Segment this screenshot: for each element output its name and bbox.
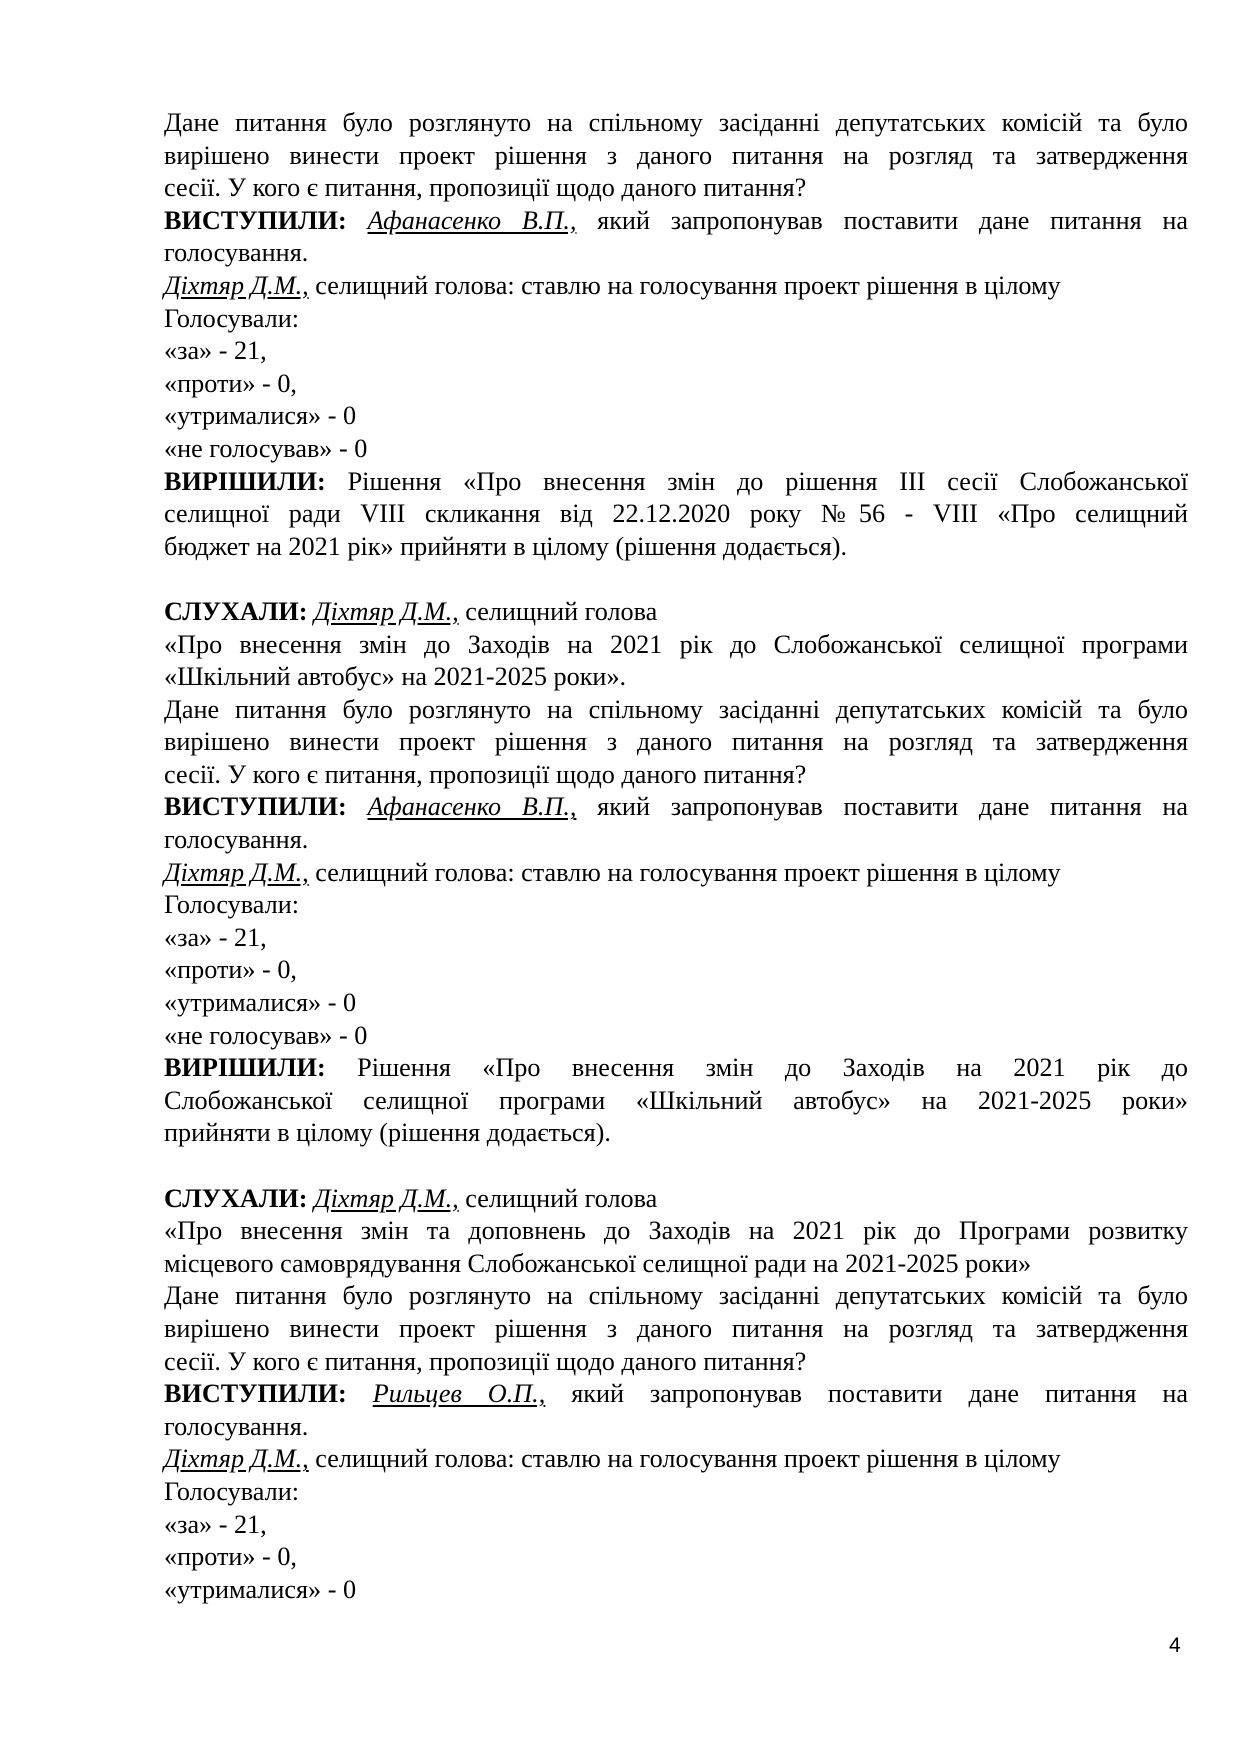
decision-line-1 (164, 1052, 1188, 1085)
discussion-line-2: вирішено винести проект рішення з даного питання на розгляд та затвердження (164, 140, 1188, 170)
heard-line (164, 596, 1188, 629)
decision-line-2: селищної ради VIII скликання від 22.12.2020 року №56 - VIII «Про селищний (164, 499, 1188, 529)
vote-against: «проти» - 0, (164, 368, 297, 398)
head-title: селищний голова (458, 596, 658, 626)
decision-line-2: Слобожанської селищної програми «Шкільний автобус» на 2021-2025 роки» (164, 1085, 1188, 1115)
head-name: Діхтяр Д.М., (164, 857, 309, 887)
discussion-line-1: Дане питання було розглянуто на спільному засіданні депутатських комісій та було (164, 108, 1188, 137)
decision-line-3: прийняти в цілому (рішення додається). (164, 1118, 611, 1148)
decision-text-1: Рішення «Про внесення змін до рішення ІІІ сесії Слобожанської (325, 466, 1188, 496)
head-vote-text: селищний голова: ставлю на голосування проект рішення в цілому (308, 270, 1061, 300)
head-name: Діхтяр Д.М., (313, 596, 459, 626)
decided-label: ВИРІШИЛИ: (164, 466, 326, 496)
title-line-2: «Шкільний автобус» на 2021-2025 роки». (164, 662, 627, 692)
title-line-1: «Про внесення змін до Заходів на 2021 рік до Слобожанської селищної програми (164, 629, 1188, 659)
vote-not-voted: «не голосував» - 0 (164, 433, 368, 463)
voted-label: Голосували: (164, 303, 300, 333)
discussion-line-2: вирішено винести проект рішення з даного питання на розгляд та затвердження (164, 1313, 1188, 1343)
spoke-label: ВИСТУПИЛИ: (164, 792, 347, 822)
voted-label: Голосували: (164, 1476, 300, 1506)
head-name: Діхтяр Д.М., (164, 270, 309, 300)
speaker-proposal: який запропонував поставити дане питання на (576, 792, 1188, 822)
head-name: Діхтяр Д.М., (164, 1444, 309, 1474)
decision-line-1 (164, 466, 1188, 499)
spoke-line-2: голосування. (164, 238, 309, 268)
spoke-label: ВИСТУПИЛИ: (164, 205, 347, 235)
head-title: селищний голова (458, 1183, 658, 1213)
heard-label: СЛУХАЛИ: (164, 596, 308, 626)
discussion-line-1: Дане питання було розглянуто на спільному засіданні депутатських комісій та було (164, 694, 1188, 724)
speaker-name: Афанасенко В.П., (367, 792, 577, 822)
spoke-line-2: голосування. (164, 1411, 309, 1441)
decision-text-1: Рішення «Про внесення змін до Заходів на 2021 рік до (325, 1053, 1188, 1083)
speaker-name: Афанасенко В.П., (367, 205, 577, 235)
head-vote-line (164, 1443, 1188, 1476)
section-budget-amendment (164, 107, 1188, 563)
vote-abstained: «утрималися» - 0 (164, 1574, 357, 1604)
head-vote-line (164, 270, 1188, 303)
head-name: Діхтяр Д.М., (313, 1183, 459, 1213)
vote-for: «за» - 21, (164, 922, 267, 952)
spoke-line (164, 205, 1188, 238)
vote-for: «за» - 21, (164, 336, 267, 366)
speaker-proposal: який запропонував поставити дане питання на (576, 205, 1188, 235)
decided-label: ВИРІШИЛИ: (164, 1053, 326, 1083)
page-number: 4 (1169, 1634, 1181, 1657)
head-vote-text: селищний голова: ставлю на голосування проект рішення в цілому (308, 1444, 1061, 1474)
speaker-name: Рильцев О.П., (372, 1379, 546, 1409)
speaker-proposal: який запропонував поставити дане питання на (545, 1379, 1189, 1409)
heard-label: СЛУХАЛИ: (164, 1183, 308, 1213)
title-line-1: «Про внесення змін та доповнень до Заходів на 2021 рік до Програми розвитку (164, 1216, 1188, 1246)
head-vote-text: селищний голова: ставлю на голосування проект рішення в цілому (308, 857, 1061, 887)
section-school-bus (164, 596, 1188, 1150)
discussion-line-1: Дане питання було розглянуто на спільному засіданні депутатських комісій та було (164, 1281, 1188, 1311)
discussion-line-3: сесії. У кого є питання, пропозиції щодо даного питання? (164, 173, 807, 203)
discussion-line-3: сесії. У кого є питання, пропозиції щодо даного питання? (164, 1346, 807, 1376)
vote-for: «за» - 21, (164, 1509, 267, 1539)
vote-against: «проти» - 0, (164, 955, 297, 985)
decision-line-3: бюджет на 2021 рік» прийняти в цілому (рішення додається). (164, 531, 848, 561)
document-page (164, 107, 1188, 1606)
voted-label: Голосували: (164, 890, 300, 920)
title-line-2: місцевого самоврядування Слобожанської селищної ради на 2021-2025 роки» (164, 1248, 1032, 1278)
vote-not-voted: «не голосував» - 0 (164, 1020, 368, 1050)
vote-abstained: «утрималися» - 0 (164, 988, 357, 1018)
head-vote-line (164, 857, 1188, 890)
section-local-government (164, 1183, 1188, 1607)
discussion-line-2: вирішено винести проект рішення з даного питання на розгляд та затвердження (164, 727, 1188, 757)
discussion-line-3: сесії. У кого є питання, пропозиції щодо даного питання? (164, 759, 807, 789)
spoke-line (164, 1378, 1188, 1411)
vote-against: «проти» - 0, (164, 1542, 297, 1572)
heard-line (164, 1183, 1188, 1216)
spoke-label: ВИСТУПИЛИ: (164, 1379, 347, 1409)
vote-abstained: «утрималися» - 0 (164, 401, 357, 431)
spoke-line (164, 791, 1188, 824)
spoke-line-2: голосування. (164, 825, 309, 855)
